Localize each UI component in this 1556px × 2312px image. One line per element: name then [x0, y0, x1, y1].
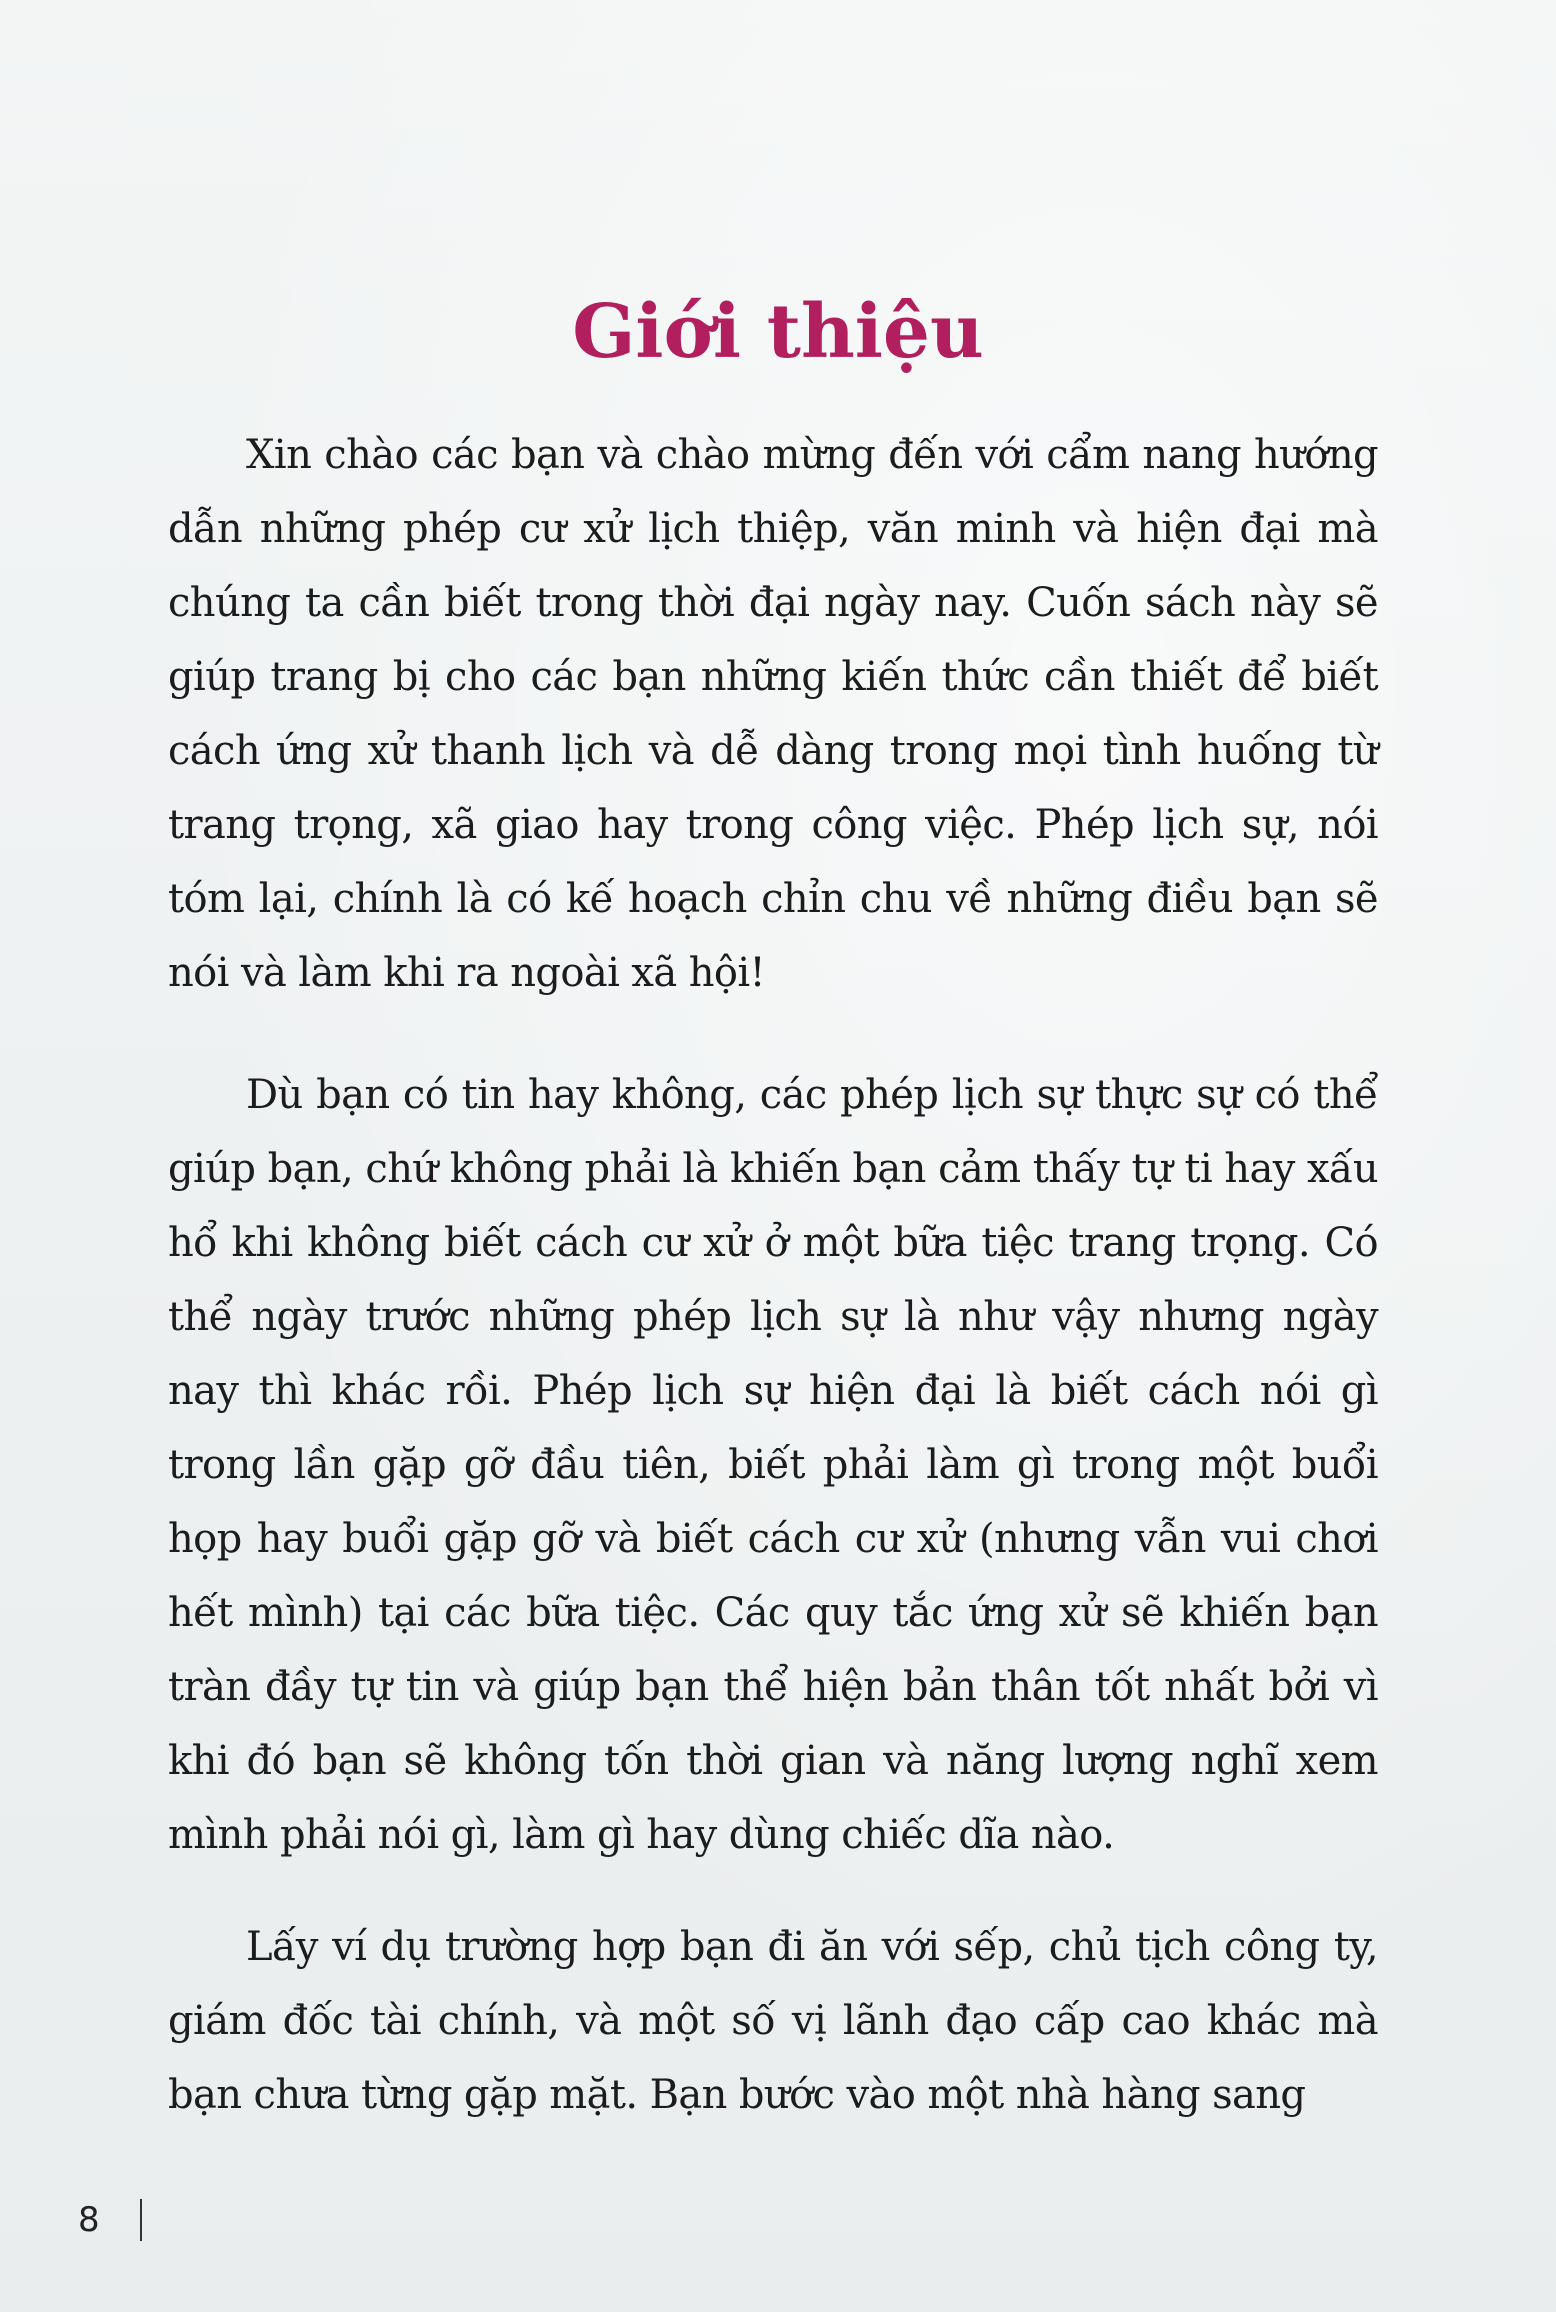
paragraph-3: Lấy ví dụ trường hợp bạn đi ăn với sếp, chủ tịch công ty, giám đốc tài chính, và một số vị lãnh đạo cấp cao khác mà bạn chưa từng gặp mặt. Bạn bước vào một nhà hàng sang: [168, 1924, 1378, 2118]
paragraph-1: Xin chào các bạn và chào mừng đến với cẩm nang hướng dẫn những phép cư xử lịch thiệp, văn minh và hiện đại mà chúng ta cần biết trong thời đại ngày nay. Cuốn sách này sẽ giúp trang bị cho các bạn những kiến thức cần thiết để biết cách ứng xử thanh lịch và dễ dàng trong mọi tình huống từ trang trọng, xã giao hay trong công việc. Phép lịch sự, nói tóm lại, chính là có kế hoạch chỉn chu về những điều bạn sẽ nói và làm khi ra ngoài xã hội!: [168, 432, 1378, 996]
body-text: [168, 418, 1378, 2118]
page-number: 8: [78, 2200, 100, 2240]
page-footer: [78, 2190, 142, 2250]
chapter-title: Giới thiệu: [572, 288, 984, 375]
paragraph-2: Dù bạn có tin hay không, các phép lịch sự thực sự có thể giúp bạn, chứ không phải là khiến bạn cảm thấy tự ti hay xấu hổ khi không biết cách cư xử ở một bữa tiệc trang trọng. Có thể ngày trước những phép lịch sự là như vậy nhưng ngày nay thì khác rồi. Phép lịch sự hiện đại là biết cách nói gì trong lần gặp gỡ đầu tiên, biết phải làm gì trong một buổi họp hay buổi gặp gỡ và biết cách cư xử (nhưng vẫn vui chơi hết mình) tại các bữa tiệc. Các quy tắc ứng xử sẽ khiến bạn tràn đầy tự tin và giúp bạn thể hiện bản thân tốt nhất bởi vì khi đó bạn sẽ không tốn thời gian và năng lượng nghĩ xem mình phải nói gì, làm gì hay dùng chiếc dĩa nào.: [168, 1072, 1378, 1858]
footer-divider: [140, 2199, 142, 2241]
